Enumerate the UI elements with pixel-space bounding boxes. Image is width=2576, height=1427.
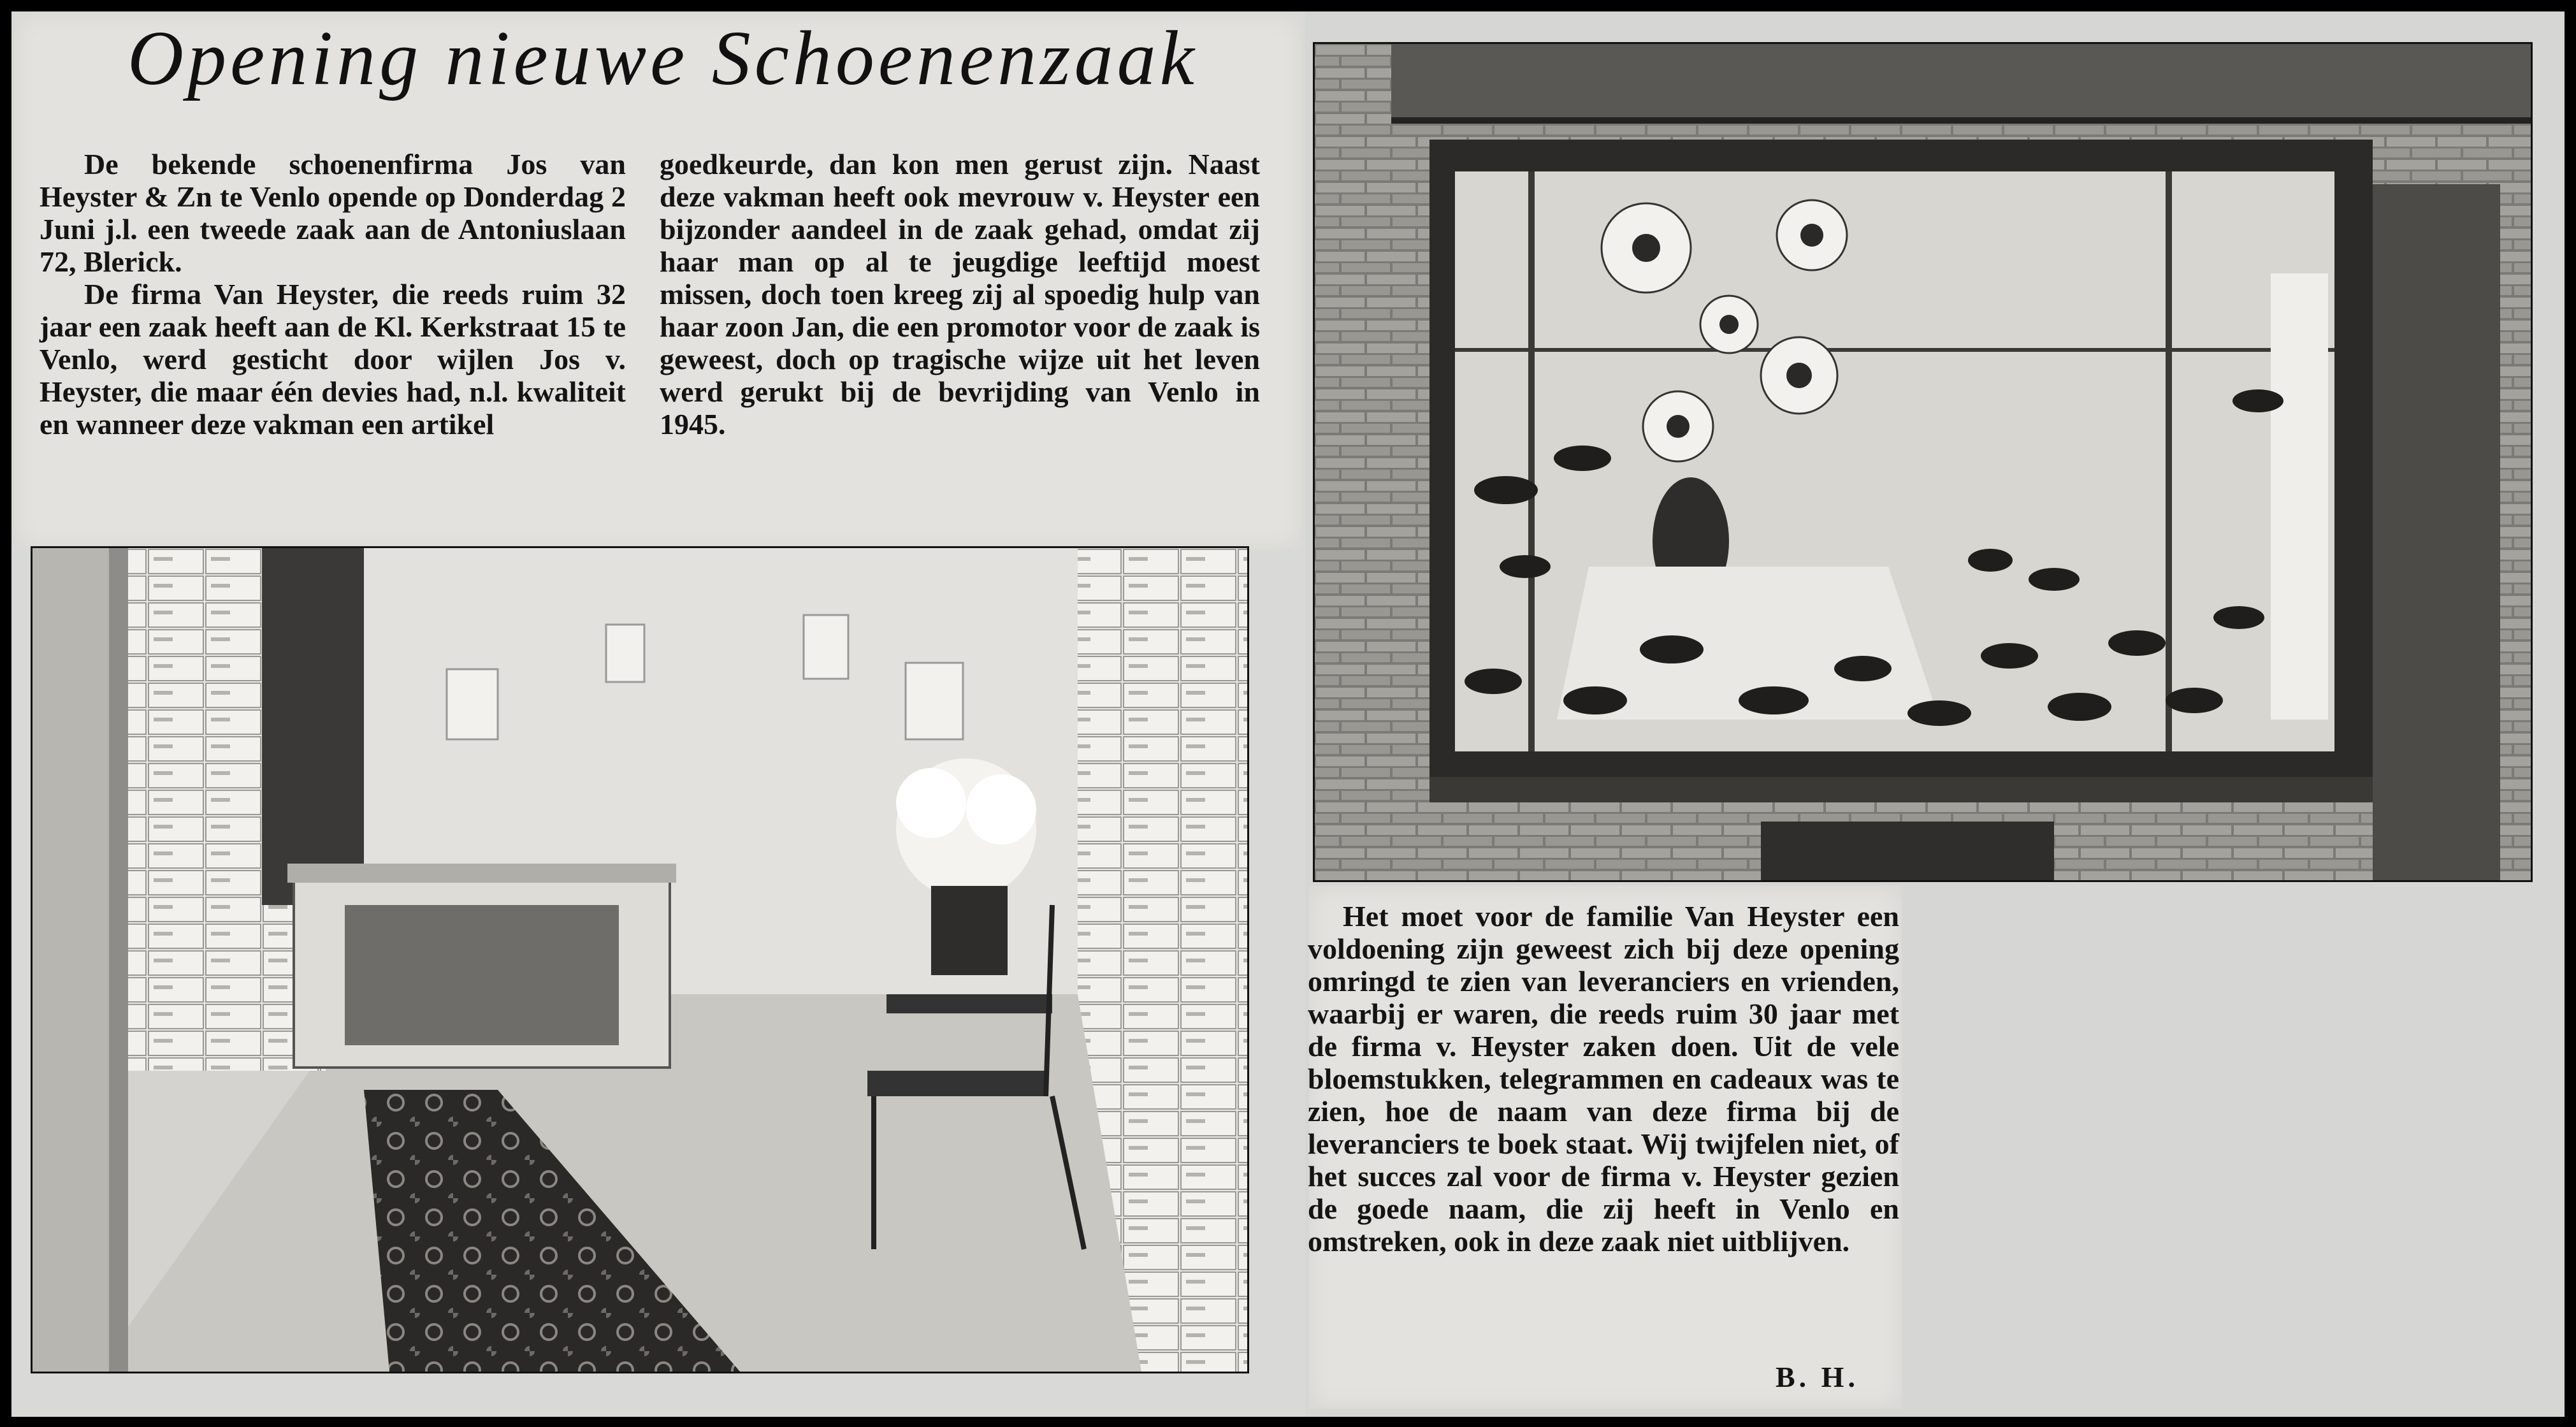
- article-paragraph: goedkeurde, dan kon men gerust zijn. Naast deze vakman heeft ook mevrouw v. Heyster een bijzonder aandeel in de zaak gehad, omdat zij haar man op al te jeugdige leeftijd moest missen, doch toen kreeg zij al spoedig hulp van haar zoon Jan, die een promotor voor de zaak is geweest, doch op tragische wijze uit het leven werd gerukt bij de bevrijding van Venlo in 1945.: [660, 148, 1260, 440]
- article-paragraph: Het moet voor de familie Van Heyster een voldoening zijn geweest zich bij deze opening omringd te zien van leveranciers en vrienden, waarbij er waren, die reeds ruim 30 jaar met de firma v. Heyster zaken doen. Uit de vele bloemstukken, telegrammen en cadeaux was te zien, hoe de naam van deze firma bij de leveranciers te boek staat. Wij twijfelen niet, of het succes zal voor de firma v. Heyster gezien de goede naam, die zij heeft in Venlo en omstreken, ook in deze zaak niet uitblijven.: [1308, 900, 1899, 1257]
- author-signature: B. H.: [1776, 1361, 1859, 1393]
- headline: Opening nieuwe Schoenenzaak: [127, 15, 1198, 101]
- shop-window-illustration: [1315, 44, 2531, 880]
- article-paragraph: De firma Van Heyster, die reeds ruim 32 jaar een zaak heeft aan de Kl. Kerkstraat 15 te Venlo, werd gesticht door wijlen Jos v. Heyster, die maar één devies had, n.l. kwaliteit en wanneer deze vakman een artikel: [40, 278, 626, 440]
- article-column-2: [660, 148, 1260, 440]
- article-column-1: [40, 148, 626, 440]
- article-column-3: [1308, 900, 1899, 1257]
- shop-window-photo: [1313, 42, 2533, 882]
- article-paragraph: De bekende schoenenfirma Jos van Heyster & Zn te Venlo opende op Donderdag 2 Juni j.l. een tweede zaak aan de Antoniuslaan 72, Blerick.: [40, 148, 626, 278]
- shop-interior-photo: [31, 546, 1249, 1373]
- shop-interior-illustration: [33, 548, 1247, 1372]
